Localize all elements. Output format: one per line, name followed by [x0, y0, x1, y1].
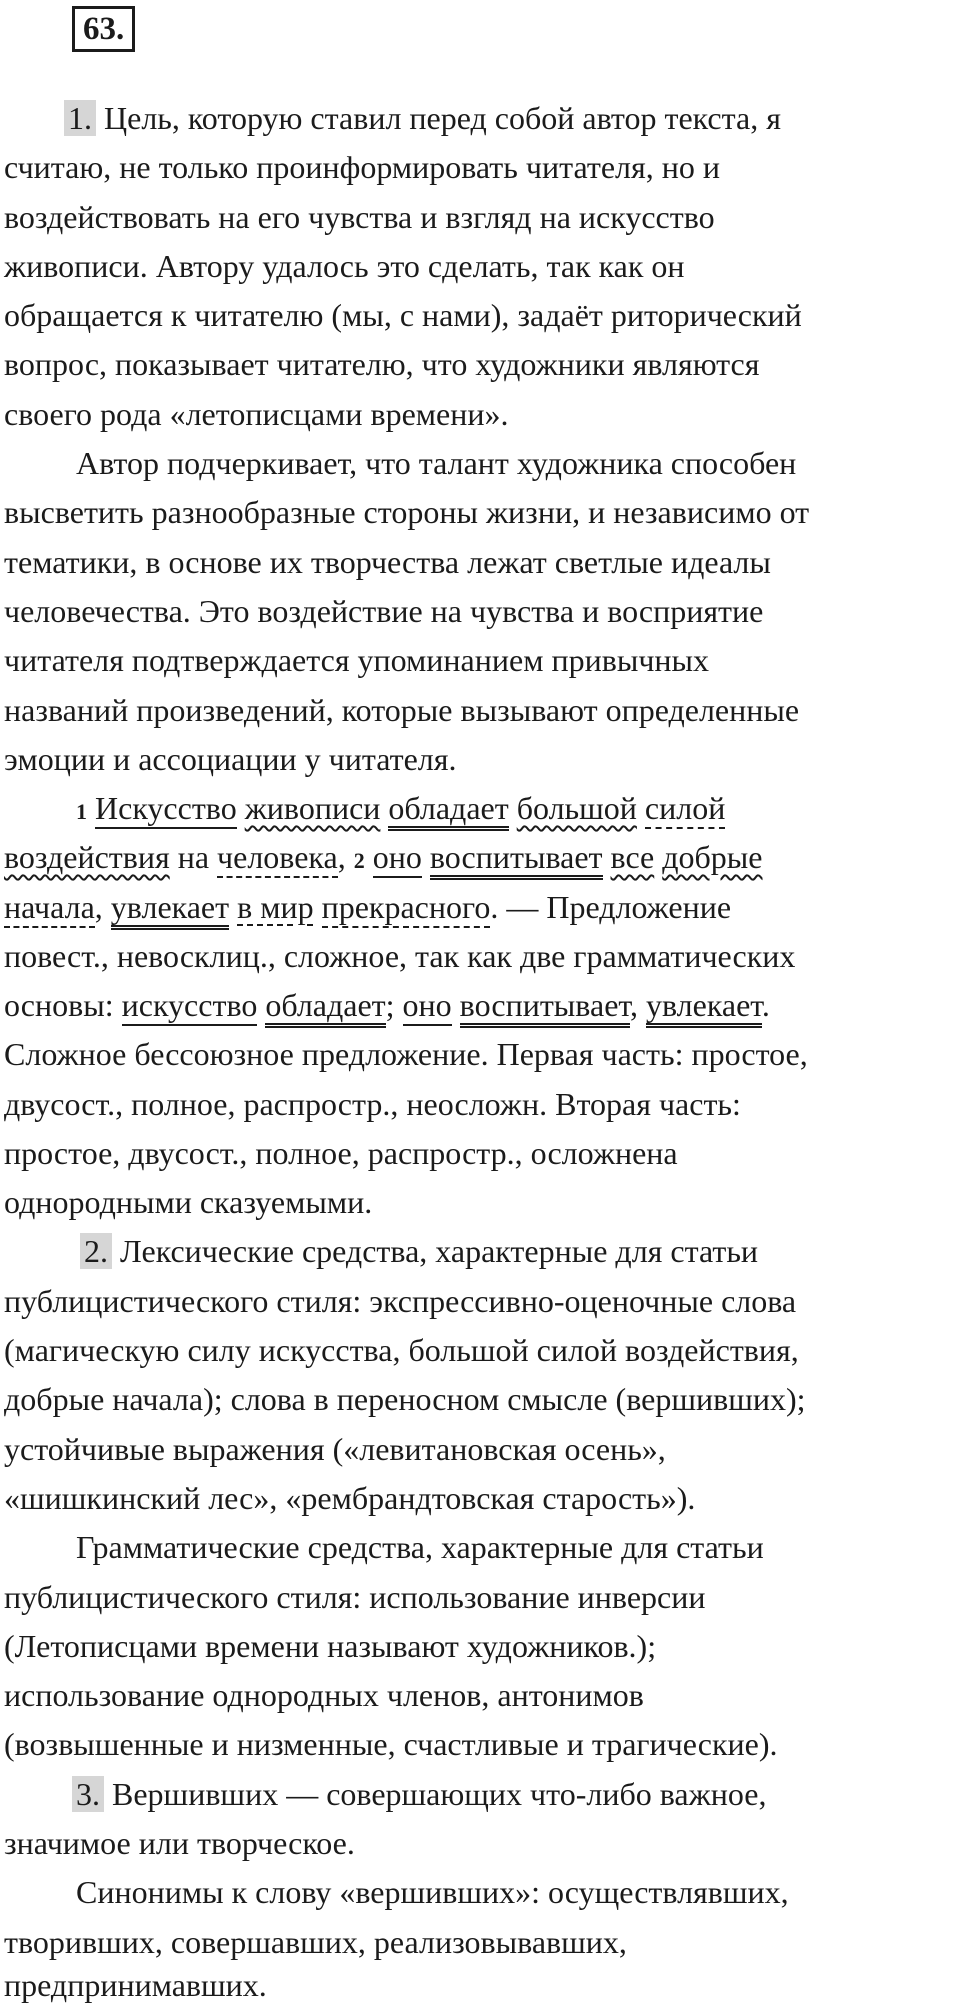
- text-line: Сложное бессоюзное предложение. Первая часть: простое,: [4, 1036, 808, 1072]
- part-number-1: 1: [76, 799, 87, 824]
- text-line: (Летописцами времени называют художников.);: [4, 1628, 657, 1664]
- text-line: читателя подтверждается упоминанием привычных: [4, 642, 710, 678]
- text-line: использование однородных членов, антонимов: [4, 1677, 644, 1713]
- subject-word: Искусство: [95, 790, 237, 829]
- object-word: силой: [645, 790, 725, 829]
- text-line: двусост., полное, распростр., неосложн. Вторая часть:: [4, 1086, 741, 1122]
- object-word: человека: [217, 839, 338, 878]
- text-line: добрые начала); слова в переносном смысле (вершивших);: [4, 1381, 806, 1417]
- text-line: обращается к читателю (мы, с нами), задаёт риторический: [4, 297, 802, 333]
- text: ;: [385, 987, 395, 1023]
- text-line: тематики, в основе их творчества лежат светлые идеалы: [4, 544, 771, 580]
- parsed-sentence-line: [4, 839, 763, 879]
- text-line: (магическую силу искусства, большой силой воздействия,: [4, 1332, 799, 1368]
- text-line: Грамматические средства, характерные для статьи: [76, 1529, 764, 1565]
- text-line: творивших, совершавших, реализовывавших,: [4, 1924, 627, 1960]
- predicate-word: увлекает: [111, 889, 229, 930]
- section-number-1: 1.: [64, 100, 96, 136]
- text-line: вопрос, показывает читателю, что художники являются: [4, 346, 760, 382]
- text-line: воздействовать на его чувства и взгляд на искусство: [4, 199, 715, 235]
- paragraph-2-line: [80, 1233, 758, 1269]
- text: Лексические средства, характерные для статьи: [112, 1233, 759, 1269]
- predicate-word: воспитывает: [430, 839, 603, 880]
- text: Вершивших — совершающих что-либо важное,: [104, 1776, 767, 1812]
- predicate-word: воспитывает: [460, 987, 630, 1028]
- predicate-word: обладает: [265, 987, 385, 1028]
- text-line: публицистического стиля: экспрессивно-оценочные слова: [4, 1283, 797, 1319]
- text-line: Автор подчеркивает, что талант художника способен: [76, 445, 797, 481]
- text-line: публицистического стиля: использование инверсии: [4, 1579, 706, 1615]
- text-line: человечества. Это воздействие на чувства и восприятие: [4, 593, 764, 629]
- text-line: повест., невосклиц., сложное, так как две грамматических: [4, 938, 796, 974]
- section-number-2: 2.: [80, 1233, 112, 1269]
- grammar-bases-line: основы: искусство обладает; оно воспитывает, увлекает.: [4, 987, 770, 1023]
- paragraph-3-line: [72, 1776, 766, 1812]
- paragraph-1-line: [64, 100, 781, 136]
- subject-word: искусство: [122, 987, 258, 1026]
- predicate-word: обладает: [388, 790, 508, 831]
- text-line: устойчивые выражения («левитановская осень»,: [4, 1431, 666, 1467]
- text-line: предпринимавших.: [4, 1967, 267, 2003]
- section-number-3: 3.: [72, 1776, 104, 1812]
- text: на: [169, 839, 218, 875]
- adverbial-word: в мир: [237, 889, 314, 925]
- predicate-word: увлекает: [646, 987, 762, 1028]
- text: основы:: [4, 987, 122, 1023]
- text-line: живописи. Автору удалось это сделать, так как он: [4, 248, 685, 284]
- text-line: Синонимы к слову «вершивших»: осуществлявших,: [76, 1874, 789, 1910]
- attribute-word: все: [610, 839, 655, 875]
- parsed-sentence-line: [76, 790, 725, 830]
- text-line: (возвышенные и низменные, счастливые и трагические).: [4, 1726, 778, 1762]
- part-number-2: 2: [353, 848, 365, 873]
- subject-word: оно: [403, 987, 452, 1026]
- text: ,: [337, 839, 346, 875]
- text-line: названий произведений, которые вызывают определенные: [4, 692, 800, 728]
- text: .: [761, 987, 770, 1023]
- attribute-word: большой: [516, 790, 637, 826]
- attribute-word: добрые: [662, 839, 763, 875]
- text-line: значимое или творческое.: [4, 1825, 355, 1861]
- object-word: прекрасного: [322, 889, 491, 928]
- attribute-word: живописи: [244, 790, 381, 826]
- text: . — Предложение: [490, 889, 732, 925]
- text-line: высветить разнообразные стороны жизни, и независимо от: [4, 494, 810, 530]
- text-line: считаю, не только проинформировать читателя, но и: [4, 149, 720, 185]
- text-line: однородными сказуемыми.: [4, 1184, 373, 1220]
- text-line: «шишкинский лес», «рембрандтовская старость»).: [4, 1480, 696, 1516]
- subject-word: оно: [373, 839, 422, 878]
- text-line: простое, двусост., полное, распростр., осложнена: [4, 1135, 678, 1171]
- text: Цель, которую ставил перед собой автор текста, я: [96, 100, 781, 136]
- exercise-number: 63.: [72, 6, 135, 52]
- parsed-sentence-line: начала, увлекает в мир прекрасного. — Предложение: [4, 889, 731, 925]
- attribute-word: воздействия: [4, 839, 170, 875]
- text-line: своего рода «летописцами времени».: [4, 396, 509, 432]
- object-word: начала: [4, 889, 95, 928]
- text-line: эмоции и ассоциации у читателя.: [4, 741, 457, 777]
